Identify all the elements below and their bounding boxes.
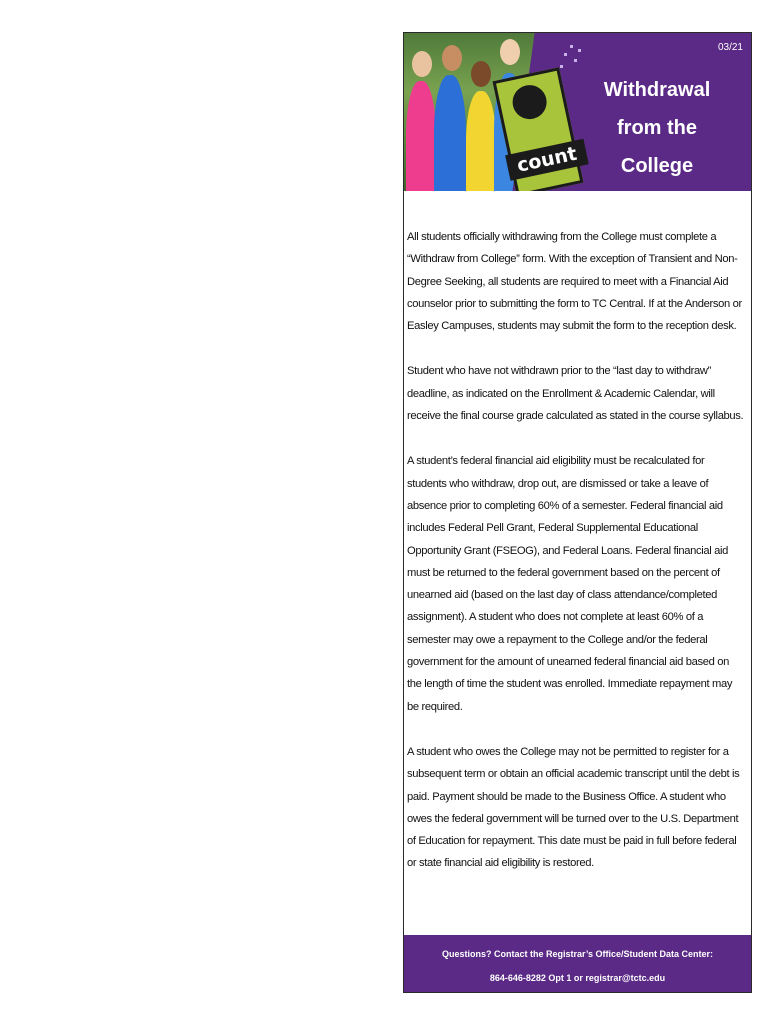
paragraph: A student who owes the College may not be permitted to register for a subsequent term or obtain an official academic transcript until the debt is paid. Payment should be made to the Business Office. A student who owes the federal government will be turned over to the U.S. Department of Education for repayment. This date must be paid in full before federal or state financial aid eligibility is restored.	[407, 745, 740, 870]
page-title: Withdrawal from the College	[603, 79, 711, 177]
contact-heading: Questions? Contact the Registrar’s Office/Student Data Center:	[441, 949, 714, 959]
header-banner	[404, 33, 751, 191]
contact-details: 864-646-8282 Opt 1 or registrar@tctc.edu	[489, 973, 666, 983]
body-text	[407, 226, 745, 898]
sparkle-dot	[578, 49, 581, 52]
brochure-panel	[403, 32, 752, 993]
paragraph: Student who have not withdrawn prior to the “last day to withdraw” deadline, as indicated on the Enrollment & Academic Calendar, will receive the final course grade calculated as stated in the course syllabus.	[407, 365, 744, 423]
logo-text: count	[505, 139, 589, 181]
revision-date: 03/21	[717, 42, 743, 53]
sparkle-dot	[564, 53, 567, 56]
paragraph: A student’s federal financial aid eligibility must be recalculated for students who withdraw, drop out, are dismissed or take a leave of absence prior to completing 60% of a semester. Federal financial aid includes Federal Pell Grant, Federal Supplemental Educational Opportunity Grant (FSEOG), and Federal Loans. Federal financial aid must be returned to the federal government based on the percent of unearned aid (based on the last day of class attendance/completed assignment). A student who does not complete at least 60% of a semester may owe a repayment to the College and/or the federal government for the amount of unearned federal financial aid based on the length of time the student was enrolled. Immediate repayment may be required.	[407, 455, 733, 713]
sparkle-dot	[560, 65, 563, 68]
paragraph: All students officially withdrawing from the College must complete a “Withdraw from College” form. With the exception of Transient and Non-Degree Seeking, all students are required to meet with a Financial Aid counselor prior to submitting the form to TC Central. If at the Anderson or Easley Campuses, students may submit the form to the reception desk.	[407, 231, 742, 333]
sparkle-dot	[574, 59, 577, 62]
sparkle-dot	[570, 45, 573, 48]
logo-dot	[509, 82, 549, 122]
contact-footer	[404, 935, 751, 992]
